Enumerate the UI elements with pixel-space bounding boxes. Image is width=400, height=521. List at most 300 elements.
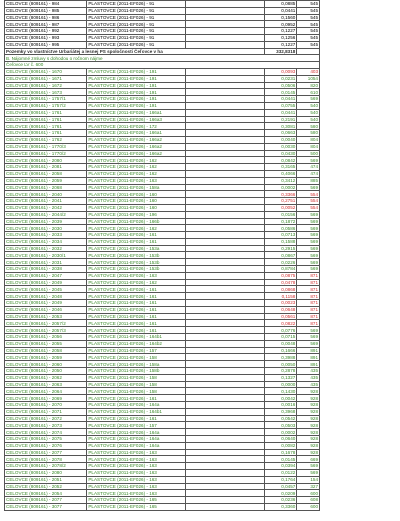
parcel-cell: CELOVCE (809161) - 2047 — [5, 272, 87, 279]
parcel-cell: CELOVCE (809161) - 1761 — [5, 130, 87, 137]
table-row — [5, 490, 320, 497]
area-cell: 0,1430 — [265, 388, 297, 395]
parcel-cell: CELOVCE (809161) - 2076 — [5, 442, 87, 449]
area-cell: 0,0663 — [265, 130, 297, 137]
extra-cell — [186, 252, 265, 259]
extra-cell — [186, 449, 265, 456]
extra-cell — [186, 41, 265, 48]
price-cell: 569 — [297, 327, 320, 334]
area-cell: 0,0050 — [265, 361, 297, 368]
area-cell: 0,0713 — [265, 232, 297, 239]
area-cell: 0,0122 — [265, 469, 297, 476]
price-cell: 154 — [297, 476, 320, 483]
land-cell: PLASTOVCE (2011-EF026) - 161 — [87, 293, 186, 300]
table-row — [5, 136, 320, 143]
table-row — [5, 82, 320, 89]
price-cell: 891 — [297, 361, 320, 368]
table-row — [5, 259, 320, 266]
price-cell: 600 — [297, 503, 320, 510]
parcel-cell: CELOVCE (809161) - 2046 — [5, 306, 87, 313]
extra-cell — [186, 429, 265, 436]
extra-cell — [186, 490, 265, 497]
price-cell: 871 — [297, 286, 320, 293]
land-cell: PLASTOVCE (2011-EF026) - 191 — [87, 89, 186, 96]
area-cell: 0,8784 — [265, 266, 297, 273]
area-cell: 0,0030 — [265, 143, 297, 150]
price-cell: 569 — [297, 463, 320, 470]
parcel-cell: CELOVCE (809161) - 1770/3 — [5, 143, 87, 150]
land-cell: PLASTOVCE (2011-EF026) - 164a — [87, 436, 186, 443]
extra-cell — [186, 503, 265, 510]
extra-cell — [186, 347, 265, 354]
parcel-cell: CELOVCE (809161) - 987 — [5, 21, 87, 28]
parcel-cell: CELOVCE (809161) - 2069 — [5, 395, 87, 402]
area-cell: 0,1588 — [265, 238, 297, 245]
parcel-cell: CELOVCE (809161) - 1673 — [5, 89, 87, 96]
table-row — [5, 306, 320, 313]
extra-cell — [186, 34, 265, 41]
extra-cell — [186, 116, 265, 123]
table-row — [5, 456, 320, 463]
land-cell: PLASTOVCE (2011-EF026) - 160 — [87, 191, 186, 198]
area-cell: 0,0715 — [265, 334, 297, 341]
extra-cell — [186, 279, 265, 286]
land-cell: PLASTOVCE (2011-EF026) - 161 — [87, 320, 186, 327]
price-cell: 545 — [297, 7, 320, 14]
land-cell: PLASTOVCE (2011-EF026) - 160 — [87, 198, 186, 205]
extra-cell — [186, 293, 265, 300]
note-row — [5, 55, 320, 62]
area-cell: 0,0040 — [265, 136, 297, 143]
area-cell: 0,0640 — [265, 436, 297, 443]
price-cell: 569 — [297, 218, 320, 225]
land-cell: PLASTOVCE (2011-EF026) - 153b — [87, 266, 186, 273]
area-cell: 0,0441 — [265, 109, 297, 116]
price-cell: 403 — [297, 68, 320, 75]
parcel-cell: CELOVCE (809161) - 2038 — [5, 266, 87, 273]
price-cell: 540 — [297, 102, 320, 109]
extra-cell — [186, 286, 265, 293]
price-cell: 871 — [297, 300, 320, 307]
extra-cell — [186, 211, 265, 218]
extra-cell — [186, 422, 265, 429]
land-cell: PLASTOVCE (2011-EF026) - 157 — [87, 347, 186, 354]
extra-cell — [186, 225, 265, 232]
area-cell: 0,3988 — [265, 354, 297, 361]
price-cell: 891 — [297, 347, 320, 354]
land-cell: PLASTOVCE (2011-EF026) - 161 — [87, 238, 186, 245]
land-cell: PLASTOVCE (2011-EF026) - 164b1 — [87, 334, 186, 341]
table-row — [5, 157, 320, 164]
land-cell: PLASTOVCE (2011-EF026) - 158 — [87, 388, 186, 395]
table-row — [5, 320, 320, 327]
parcel-cell: CELOVCE (809161) - 1761 — [5, 109, 87, 116]
parcel-cell: CELOVCE (809161) - 2049 — [5, 279, 87, 286]
extra-cell — [186, 469, 265, 476]
price-cell: 804 — [297, 143, 320, 150]
table-row — [5, 340, 320, 347]
land-cell: PLASTOVCE (2011-EF026) - 162 — [87, 170, 186, 177]
parcel-cell: CELOVCE (809161) - 993 — [5, 34, 87, 41]
land-cell: PLASTOVCE (2011-EF026) - 166a2 — [87, 150, 186, 157]
sum-empty-cell — [297, 48, 320, 55]
table-row — [5, 170, 320, 177]
extra-cell — [186, 340, 265, 347]
extra-cell — [186, 368, 265, 375]
table-row — [5, 89, 320, 96]
land-cell: PLASTOVCE (2011-EF026) - 91 — [87, 14, 186, 21]
extra-cell — [186, 483, 265, 490]
table-row — [5, 252, 320, 259]
area-cell: 0,0457 — [265, 483, 297, 490]
land-cell: PLASTOVCE (2011-EF026) - 163 — [87, 463, 186, 470]
area-cell: 0,4066 — [265, 170, 297, 177]
land-cell: PLASTOVCE (2011-EF026) - 163 — [87, 490, 186, 497]
land-cell: PLASTOVCE (2011-EF026) - 91 — [87, 28, 186, 35]
land-cell: PLASTOVCE (2011-EF026) - 162 — [87, 225, 186, 232]
parcel-cell: CELOVCE (809161) - 2054 — [5, 490, 87, 497]
land-cell: PLASTOVCE (2011-EF026) - 91 — [87, 41, 186, 48]
land-cell: PLASTOVCE (2011-EF026) - 172 — [87, 123, 186, 130]
land-cell: PLASTOVCE (2011-EF026) - 191 — [87, 102, 186, 109]
extra-cell — [186, 14, 265, 21]
parcel-cell: CELOVCE (809161) - 2034 — [5, 238, 87, 245]
parcel-cell: CELOVCE (809161) - 2072 — [5, 415, 87, 422]
table-row — [5, 469, 320, 476]
land-cell: PLASTOVCE (2011-EF026) - 163 — [87, 469, 186, 476]
area-cell: 0,1327 — [265, 374, 297, 381]
land-cell: PLASTOVCE (2011-EF026) - 164b2 — [87, 340, 186, 347]
parcel-cell: CELOVCE (809161) - 2030/1 — [5, 252, 87, 259]
area-cell: 0,0842 — [265, 157, 297, 164]
price-cell: 928 — [297, 442, 320, 449]
extra-cell — [186, 259, 265, 266]
parcel-cell: CELOVCE (809161) - 1761 — [5, 116, 87, 123]
land-cell: PLASTOVCE (2011-EF026) - 161 — [87, 395, 186, 402]
sum-row — [5, 48, 320, 55]
price-cell: 569 — [297, 211, 320, 218]
area-cell: 0,1666 — [265, 347, 297, 354]
price-cell: 928 — [297, 402, 320, 409]
parcel-cell: CELOVCE (809161) - 1671 — [5, 75, 87, 82]
area-cell: 0,0145 — [265, 89, 297, 96]
area-cell: 0,0394 — [265, 463, 297, 470]
extra-cell — [186, 266, 265, 273]
extra-cell — [186, 109, 265, 116]
area-cell: 0,0231 — [265, 75, 297, 82]
price-cell: 435 — [297, 368, 320, 375]
parcel-cell: CELOVCE (809161) - 2059 — [5, 354, 87, 361]
land-cell: PLASTOVCE (2011-EF026) - 164b1 — [87, 408, 186, 415]
price-cell: 928 — [297, 449, 320, 456]
land-cell: PLASTOVCE (2011-EF026) - 191 — [87, 68, 186, 75]
price-cell: 569 — [297, 252, 320, 259]
land-cell: PLASTOVCE (2011-EF026) - 163 — [87, 272, 186, 279]
parcel-cell: CELOVCE (809161) - 2030 — [5, 225, 87, 232]
parcel-cell: CELOVCE (809161) - 2063 — [5, 381, 87, 388]
price-cell: 569 — [297, 245, 320, 252]
table-row — [5, 476, 320, 483]
table-row — [5, 14, 320, 21]
parcel-cell: CELOVCE (809161) - 2059 — [5, 177, 87, 184]
area-cell: 0,0226 — [265, 259, 297, 266]
area-cell: 0,0052 — [265, 204, 297, 211]
land-cell: PLASTOVCE (2011-EF026) - 164a — [87, 429, 186, 436]
land-cell: PLASTOVCE (2011-EF026) - 161 — [87, 415, 186, 422]
parcel-cell: CELOVCE (809161) - 2060 — [5, 361, 87, 368]
land-cell: PLASTOVCE (2011-EF026) - 163 — [87, 476, 186, 483]
parcel-cell: CELOVCE (809161) - 2071 — [5, 408, 87, 415]
parcel-cell: CELOVCE (809161) - 2052 — [5, 483, 87, 490]
parcel-cell: CELOVCE (809161) - 3077 — [5, 503, 87, 510]
land-cell: PLASTOVCE (2011-EF026) - 91 — [87, 1, 186, 8]
land-cell: PLASTOVCE (2011-EF026) - 158b — [87, 368, 186, 375]
extra-cell — [186, 75, 265, 82]
table-row — [5, 388, 320, 395]
table-row — [5, 300, 320, 307]
table-row — [5, 75, 320, 82]
extra-cell — [186, 204, 265, 211]
price-cell: 804 — [297, 136, 320, 143]
parcel-cell: CELOVCE (809161) - 1757/1 — [5, 96, 87, 103]
parcel-cell: CELOVCE (809161) - 2045 — [5, 286, 87, 293]
parcel-cell: CELOVCE (809161) - 2031 — [5, 259, 87, 266]
price-cell: 545 — [297, 34, 320, 41]
extra-cell — [186, 89, 265, 96]
land-cell: PLASTOVCE (2011-EF026) - 166a2 — [87, 136, 186, 143]
area-cell: 0,3366 — [265, 191, 297, 198]
price-cell: 540 — [297, 116, 320, 123]
land-cell: PLASTOVCE (2011-EF026) - 191 — [87, 96, 186, 103]
price-cell: 928 — [297, 436, 320, 443]
table-row — [5, 191, 320, 198]
land-cell: PLASTOVCE (2011-EF026) - 158a — [87, 361, 186, 368]
table-row — [5, 279, 320, 286]
note-label-2: Čeľovce LV č. 600 — [5, 62, 320, 69]
price-cell: 554 — [297, 198, 320, 205]
land-cell: PLASTOVCE (2011-EF026) - 165 — [87, 503, 186, 510]
extra-cell — [186, 136, 265, 143]
land-cell: PLASTOVCE (2011-EF026) - 163 — [87, 456, 186, 463]
price-cell: 885 — [297, 177, 320, 184]
area-cell: 0,0868 — [265, 286, 297, 293]
price-cell: 569 — [297, 232, 320, 239]
land-cell: PLASTOVCE (2011-EF026) - 91 — [87, 7, 186, 14]
area-cell: 0,3412 — [265, 177, 297, 184]
table-row — [5, 463, 320, 470]
table-row — [5, 218, 320, 225]
price-cell: 569 — [297, 238, 320, 245]
note-label: B. Nájomné zmluvy s dohodou o ročnom nájme — [5, 55, 320, 62]
land-cell: PLASTOVCE (2011-EF026) - 161 — [87, 313, 186, 320]
table-section-leased — [5, 68, 320, 510]
area-cell: 0,0209 — [265, 490, 297, 497]
parcel-cell: CELOVCE (809161) - 984 — [5, 1, 87, 8]
extra-cell — [186, 82, 265, 89]
table-row — [5, 68, 320, 75]
extra-cell — [186, 102, 265, 109]
price-cell: 569 — [297, 225, 320, 232]
price-cell: 500 — [297, 150, 320, 157]
table-row — [5, 429, 320, 436]
land-cell: PLASTOVCE (2011-EF026) - 161 — [87, 327, 186, 334]
area-cell: 0,2751 — [265, 198, 297, 205]
parcel-cell: CELOVCE (809161) - 2055 — [5, 340, 87, 347]
extra-cell — [186, 184, 265, 191]
parcel-cell: CELOVCE (809161) - 2077 — [5, 449, 87, 456]
area-cell: 0,0441 — [265, 7, 297, 14]
area-cell: 0,2191 — [265, 116, 297, 123]
area-cell: 0,0478 — [265, 279, 297, 286]
price-cell: 569 — [297, 184, 320, 191]
land-cell: PLASTOVCE (2011-EF026) - 158 — [87, 374, 186, 381]
parcel-cell: CELOVCE (809161) - 1670 — [5, 68, 87, 75]
land-cell: PLASTOVCE (2011-EF026) - 153a — [87, 245, 186, 252]
area-cell: 0,0042 — [265, 395, 297, 402]
table-row — [5, 361, 320, 368]
extra-cell — [186, 354, 265, 361]
extra-cell — [186, 157, 265, 164]
area-cell: 0,0952 — [265, 21, 297, 28]
price-cell: 569 — [297, 340, 320, 347]
extra-cell — [186, 415, 265, 422]
price-cell: 569 — [297, 334, 320, 341]
area-cell: 0,0542 — [265, 415, 297, 422]
land-cell: PLASTOVCE (2011-EF026) - 166a1 — [87, 109, 186, 116]
extra-cell — [186, 177, 265, 184]
parcel-cell: CELOVCE (809161) - 995 — [5, 41, 87, 48]
price-cell: 545 — [297, 21, 320, 28]
parcel-cell: CELOVCE (809161) - 2058 — [5, 170, 87, 177]
area-cell: 0,1560 — [265, 14, 297, 21]
parcel-cell: CELOVCE (809161) - 2051 — [5, 476, 87, 483]
table-row — [5, 334, 320, 341]
extra-cell — [186, 232, 265, 239]
table-row — [5, 395, 320, 402]
price-cell: 928 — [297, 429, 320, 436]
table-row — [5, 354, 320, 361]
table-row — [5, 245, 320, 252]
price-cell: 554 — [297, 204, 320, 211]
land-cell: PLASTOVCE (2011-EF026) - 158a — [87, 184, 186, 191]
price-cell: 435 — [297, 374, 320, 381]
parcel-cell: CELOVCE (809161) - 2048 — [5, 293, 87, 300]
area-cell: 0,0093 — [265, 68, 297, 75]
area-cell: 0,0048 — [265, 340, 297, 347]
price-cell: 474 — [297, 164, 320, 171]
land-cell: PLASTOVCE (2011-EF026) - 164a — [87, 402, 186, 409]
parcel-cell: CELOVCE (809161) - 2050 — [5, 368, 87, 375]
area-cell: 0,2915 — [265, 245, 297, 252]
price-cell: 580 — [297, 130, 320, 137]
land-cell: PLASTOVCE (2011-EF026) - 160 — [87, 204, 186, 211]
extra-cell — [186, 123, 265, 130]
parcel-cell: CELOVCE (809161) - 2033 — [5, 232, 87, 239]
table-row — [5, 286, 320, 293]
table-row — [5, 143, 320, 150]
price-cell: 669 — [297, 456, 320, 463]
area-cell: 0,1227 — [265, 28, 297, 35]
area-cell: 0,0875 — [265, 272, 297, 279]
land-cell: PLASTOVCE (2011-EF026) - 162 — [87, 157, 186, 164]
land-cell: PLASTOVCE (2011-EF026) - 163 — [87, 177, 186, 184]
table-row — [5, 130, 320, 137]
price-cell: 871 — [297, 279, 320, 286]
parcel-cell: CELOVCE (809161) - 1761 — [5, 123, 87, 130]
price-cell: 871 — [297, 313, 320, 320]
table-row — [5, 184, 320, 191]
land-cell: PLASTOVCE (2011-EF026) - 165 — [87, 497, 186, 504]
price-cell: 545 — [297, 41, 320, 48]
parcel-cell: CELOVCE (809161) - 1757/2 — [5, 102, 87, 109]
area-cell: 0,0002 — [265, 184, 297, 191]
sum-label: Pozemky vo vlastníctve Urbariátej a lesnej PS spoločnosti Čeľovce v ha — [5, 48, 265, 55]
land-cell: PLASTOVCE (2011-EF026) - 166a3 — [87, 116, 186, 123]
table-row — [5, 232, 320, 239]
parcel-cell: CELOVCE (809161) - 2077 — [5, 497, 87, 504]
extra-cell — [186, 374, 265, 381]
table-row — [5, 238, 320, 245]
parcel-cell: CELOVCE (809161) - 2078/2 — [5, 463, 87, 470]
land-cell: PLASTOVCE (2011-EF026) - 163 — [87, 483, 186, 490]
table-row — [5, 41, 320, 48]
parcel-cell: CELOVCE (809161) - 2068 — [5, 184, 87, 191]
area-cell: 0,3081 — [265, 123, 297, 130]
table-row — [5, 449, 320, 456]
area-cell: 0,0002 — [265, 429, 297, 436]
price-cell: 327 — [297, 483, 320, 490]
table-row — [5, 497, 320, 504]
price-cell: 545 — [297, 28, 320, 35]
table-row — [5, 109, 320, 116]
table-row — [5, 225, 320, 232]
extra-cell — [186, 191, 265, 198]
area-cell: 0,0000 — [265, 381, 297, 388]
table-row — [5, 204, 320, 211]
parcel-cell: CELOVCE (809161) - 2070 — [5, 402, 87, 409]
parcel-cell: CELOVCE (809161) - 1770/2 — [5, 150, 87, 157]
area-cell: 0,0867 — [265, 252, 297, 259]
price-cell: 569 — [297, 469, 320, 476]
parcel-cell: CELOVCE (809161) - 2058 — [5, 347, 87, 354]
table-row — [5, 164, 320, 171]
parcel-cell: CELOVCE (809161) - 2056 — [5, 334, 87, 341]
table-row — [5, 415, 320, 422]
parcel-cell: CELOVCE (809161) - 2078 — [5, 456, 87, 463]
extra-cell — [186, 327, 265, 334]
table-section-summary — [5, 48, 320, 68]
area-cell: 0,0016 — [265, 402, 297, 409]
extra-cell — [186, 442, 265, 449]
land-cell: PLASTOVCE (2011-EF026) - 191 — [87, 75, 186, 82]
extra-cell — [186, 7, 265, 14]
table-row — [5, 211, 320, 218]
price-cell: 540 — [297, 109, 320, 116]
land-cell: PLASTOVCE (2011-EF026) - 153b — [87, 252, 186, 259]
land-cell: PLASTOVCE (2011-EF026) - 166a2 — [87, 143, 186, 150]
price-cell: 600 — [297, 490, 320, 497]
price-cell: 928 — [297, 422, 320, 429]
area-cell: 0,0023 — [265, 300, 297, 307]
price-cell: 569 — [297, 96, 320, 103]
area-cell: 0,0561 — [265, 313, 297, 320]
extra-cell — [186, 408, 265, 415]
price-cell: 554 — [297, 191, 320, 198]
land-cell: PLASTOVCE (2011-EF026) - 158 — [87, 354, 186, 361]
area-cell: 0,0503 — [265, 422, 297, 429]
table-row — [5, 123, 320, 130]
extra-cell — [186, 361, 265, 368]
